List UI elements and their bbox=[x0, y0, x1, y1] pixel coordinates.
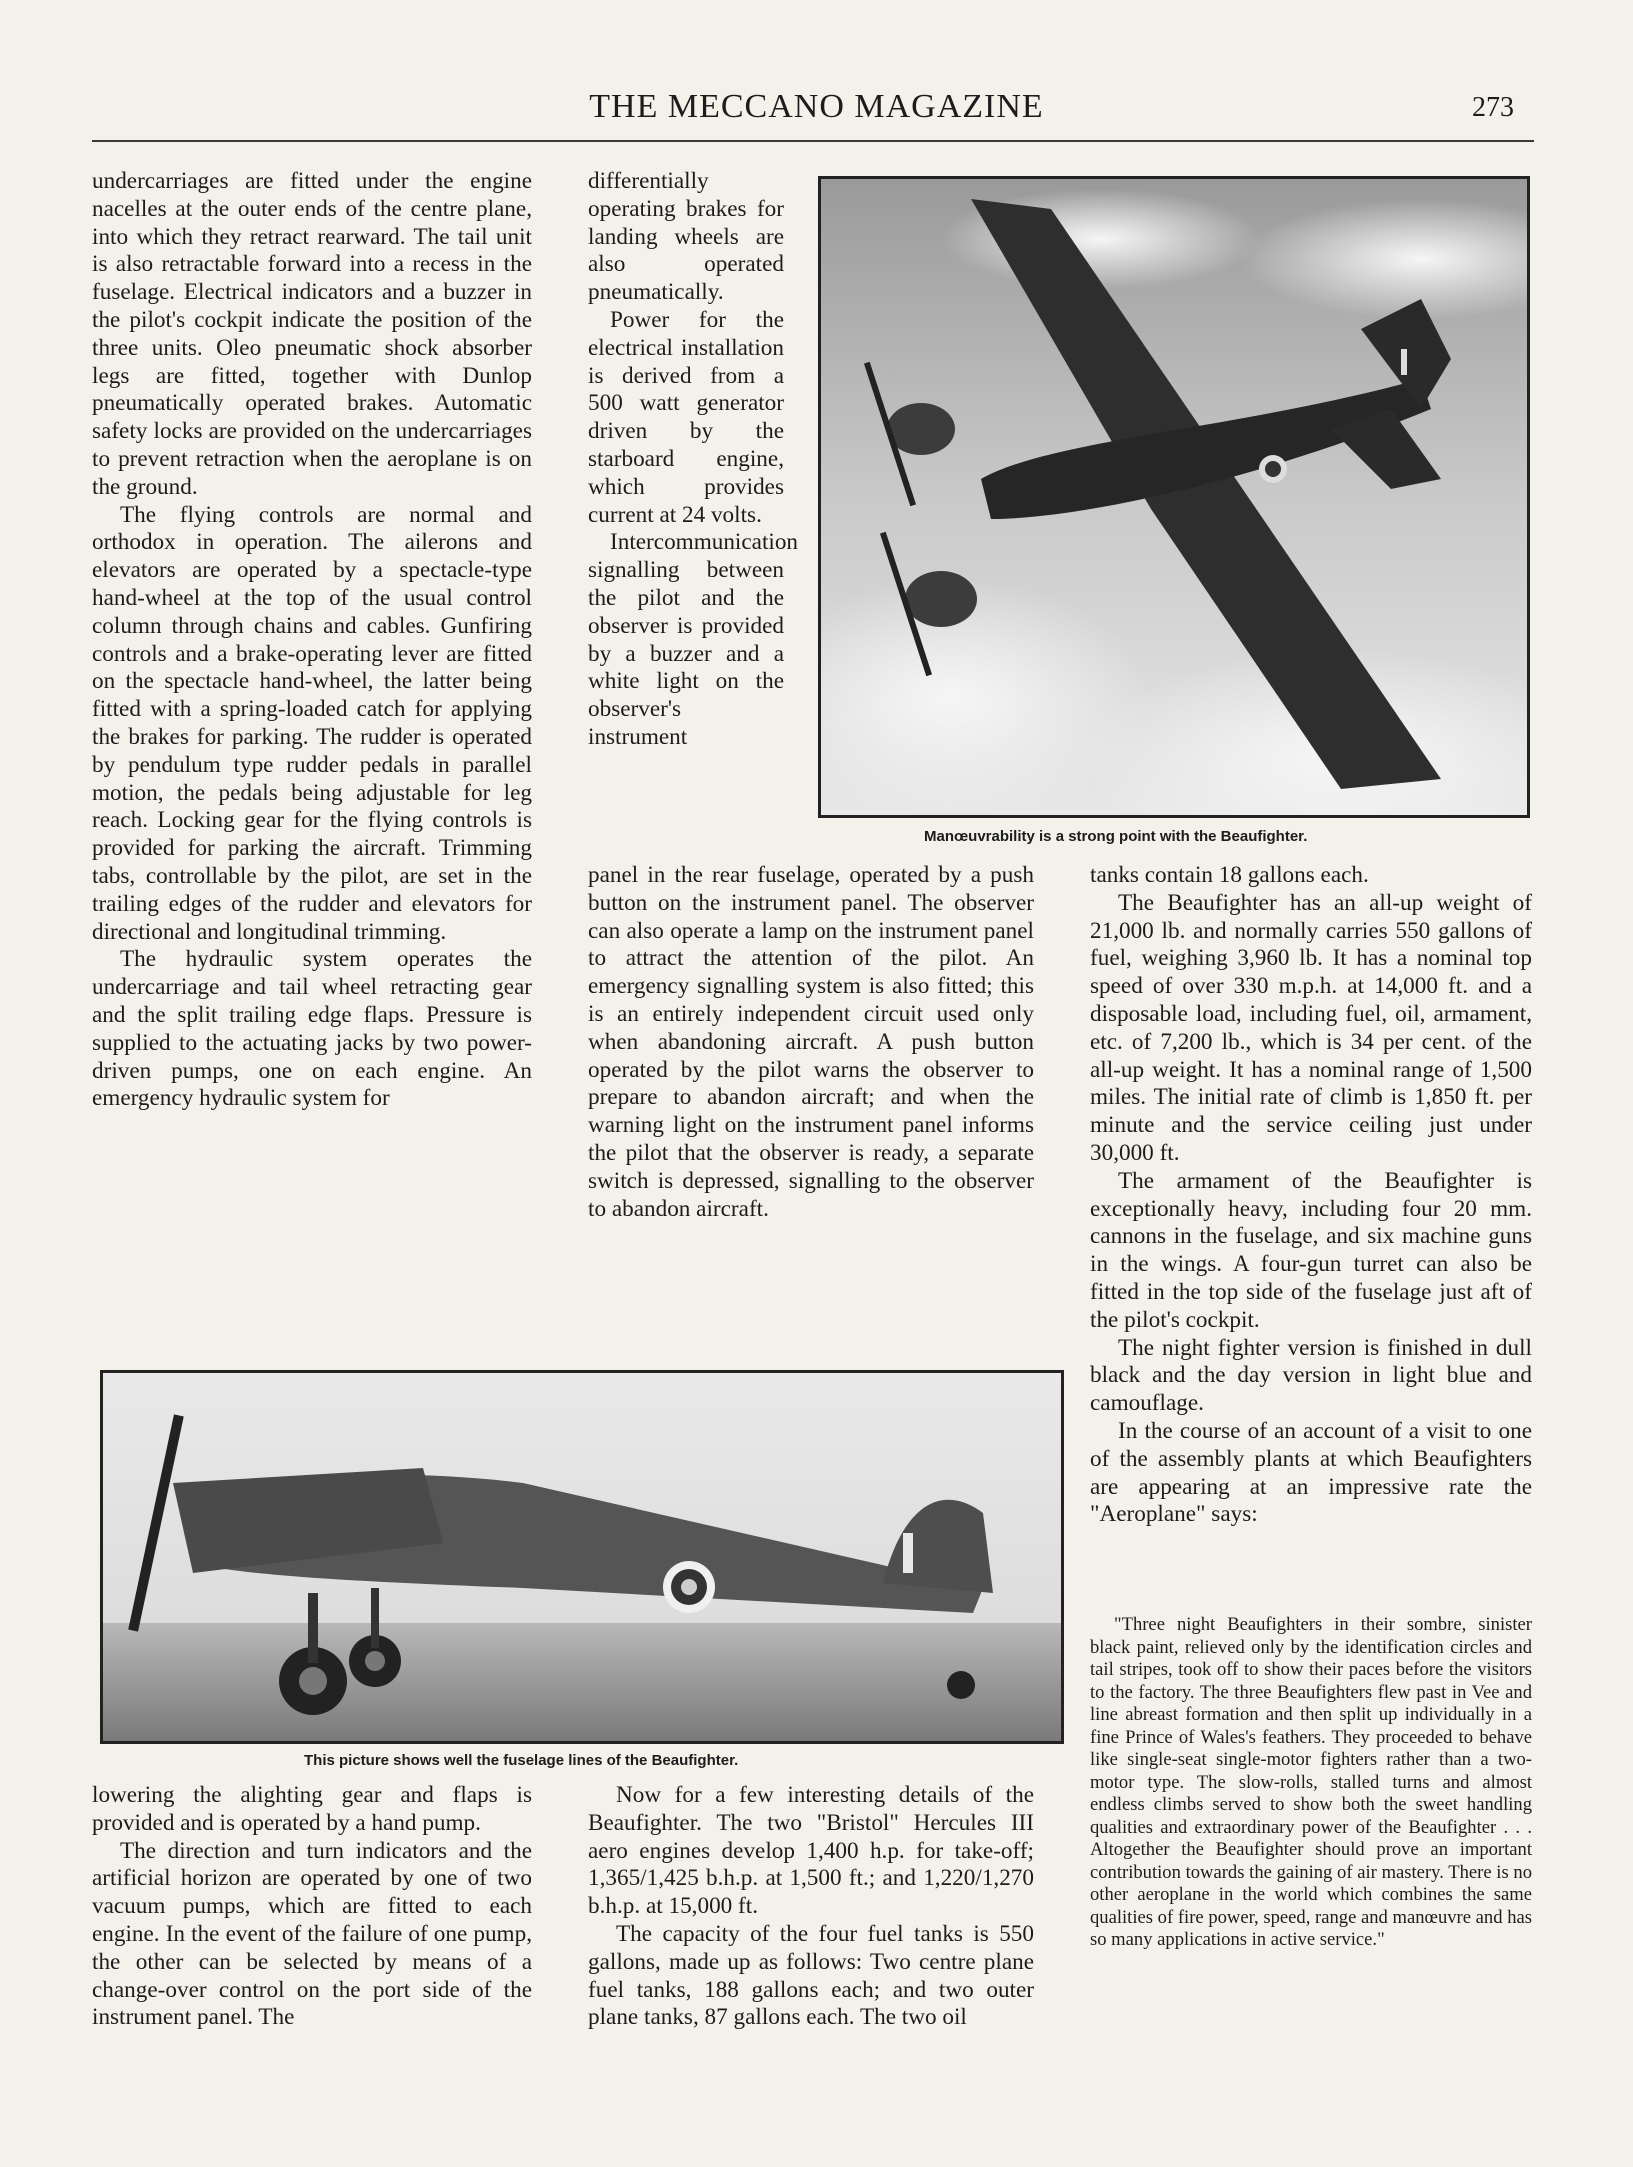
beaufighter-inflight-photo bbox=[818, 176, 1530, 818]
middle-narrow-column bbox=[588, 168, 799, 752]
paragraph: differentially operating brakes for landing wheels are also operated pneumatically. bbox=[588, 168, 784, 306]
paragraph: panel in the rear fuselage, operated by a push button on the instrument panel. The observer can also operate a lamp on the instrument panel to attract the attention of the pilot. An emergency signalling system is also fitted; this is an entirely independent circuit used only when abandoning aircraft. A push button operated by the pilot warns the observer to prepare to abandon aircraft; and when the warning light on the instrument panel informs the pilot that the observer is ready, a separate switch is depressed, signalling to the observer to abandon aircraft. bbox=[588, 862, 1034, 1222]
beaufighter-ground-photo bbox=[100, 1370, 1064, 1744]
middle-wide-column bbox=[588, 862, 1034, 1223]
paragraph: In the course of an account of a visit to one of the assembly plants at which Beaufighters are appearing at an impressive rate the "Aeroplane" says: bbox=[1090, 1417, 1532, 1528]
aircraft-inflight-illustration bbox=[821, 179, 1527, 815]
top-photo-caption: Manœuvrability is a strong point with the Beaufighter. bbox=[924, 828, 1308, 845]
paragraph: The armament of the Beaufighter is exceptionally heavy, including four 20 mm. cannons in the fuselage, and six machine guns in the wings. A four-gun turret can also be fitted in the top side of the fuselage just aft of the pilot's cockpit. bbox=[1090, 1167, 1532, 1333]
paragraph: The flying controls are normal and orthodox in operation. The ailerons and elevators are operated by a spectacle-type hand-wheel at the top of the usual control column through chains and cables. Gunfiring controls and a brake-operating lever are fitted on the spectacle hand-wheel, the latter being fitted with a spring-loaded catch for applying the brakes for parking. The rudder is operated by pendulum type rudder pedals in parallel motion, the pedals being adjustable for leg reach. Locking gear for the flying controls is provided for parking the aircraft. Trimming tabs, controllable by the pilot, are set in the trailing edges of the rudder and elevators for directional and longitudinal trimming. bbox=[92, 501, 532, 945]
left-column-top bbox=[92, 168, 532, 1113]
left-column-bottom bbox=[92, 1782, 532, 2032]
paragraph: undercarriages are fitted under the engine nacelles at the outer ends of the centre plane, into which they retract rearward. The tail unit is also retractable forward into a recess in the fuselage. Electrical indicators and a buzzer in the pilot's cockpit indicate the position of the three units. Oleo pneumatic shock absorber legs are fitted, together with Dunlop pneumatically operated brakes. Automatic safety locks are provided on the undercarriages to prevent retraction when the aeroplane is on the ground. bbox=[92, 168, 532, 500]
page-number: 273 bbox=[1472, 92, 1514, 123]
paragraph: The capacity of the four fuel tanks is 550 gallons, made up as follows: Two centre plane fuel tanks, 188 gallons each; and two outer plane tanks, 87 gallons each. The two oil bbox=[588, 1920, 1034, 2031]
paragraph: The night fighter version is finished in dull black and the day version in light blue and camouflage. bbox=[1090, 1334, 1532, 1417]
paragraph: lowering the alighting gear and flaps is provided and is operated by a hand pump. bbox=[92, 1782, 532, 1836]
aircraft-ground-illustration bbox=[103, 1373, 1061, 1741]
aeroplane-quote bbox=[1090, 1614, 1532, 1952]
paragraph: The Beaufighter has an all-up weight of 21,000 lb. and normally carries 550 gallons of fuel, weighing 3,960 lb. It has a nominal top speed of over 330 m.p.h. at 14,000 ft. and a disposable load, including fuel, oil, armament, etc. of 7,200 lb., which is 34 per cent. of the all-up weight. It has a nominal range of 1,500 miles. The initial rate of climb is 1,850 ft. per minute and the service ceiling just under 30,000 ft. bbox=[1090, 889, 1532, 1166]
paragraph: The direction and turn indicators and the artificial horizon are operated by one of two vacuum pumps, which are fitted to each engine. In the event of the failure of one pump, the other can be selected by means of a change-over control on the port side of the instrument panel. The bbox=[92, 1837, 532, 2031]
right-column bbox=[1090, 862, 1532, 1529]
magazine-title: THE MECCANO MAGAZINE bbox=[589, 88, 1044, 125]
quote-text: "Three night Beaufighters in their sombre, sinister black paint, relieved only by the identification circles and tail stripes, took off to show their paces before the visitors to the factory. The three Beaufighters flew past in Vee and line abreast formation and then split up individually in a fine Prince of Wales's feathers. They proceeded to behave like single-seat single-motor fighters rather than a two-motor type. The slow-rolls, stalled turns and almost endless climbs served to show both the sweet handling qualities and extraordinary power of the Beaufighter . . . Altogether the Beaufighter should prove an important contribution towards the gaining of air mastery. There is no other aeroplane in the world which combines the same qualities of fire power, speed, range and manœuvre and has so many applications in active service." bbox=[1090, 1614, 1532, 1950]
bottom-photo-caption: This picture shows well the fuselage lines of the Beaufighter. bbox=[304, 1752, 739, 1769]
middle-column-bottom bbox=[588, 1782, 1034, 2032]
paragraph: Power for the electrical installation is derived from a 500 watt generator driven by the starboard engine, which provides current at 24 volts. bbox=[588, 306, 784, 528]
paragraph: The hydraulic system operates the undercarriage and tail wheel retracting gear and the split trailing edge flaps. Pressure is supplied to the actuating jacks by two power-driven pumps, one on each engine. An emergency hydraulic system for bbox=[92, 946, 532, 1112]
paragraph: Now for a few interesting details of the Beaufighter. The two "Bristol" Hercules III aero engines develop 1,400 h.p. for take-off; 1,365/1,425 b.h.p. at 1,500 ft.; and 1,220/1,270 b.h.p. at 15,000 ft. bbox=[588, 1782, 1034, 1920]
paragraph: Intercommunication signalling between the pilot and the observer is provided by a buzzer and a white light on the observer's instrument bbox=[588, 529, 799, 750]
header-rule bbox=[92, 140, 1534, 142]
paragraph: tanks contain 18 gallons each. bbox=[1090, 862, 1369, 888]
